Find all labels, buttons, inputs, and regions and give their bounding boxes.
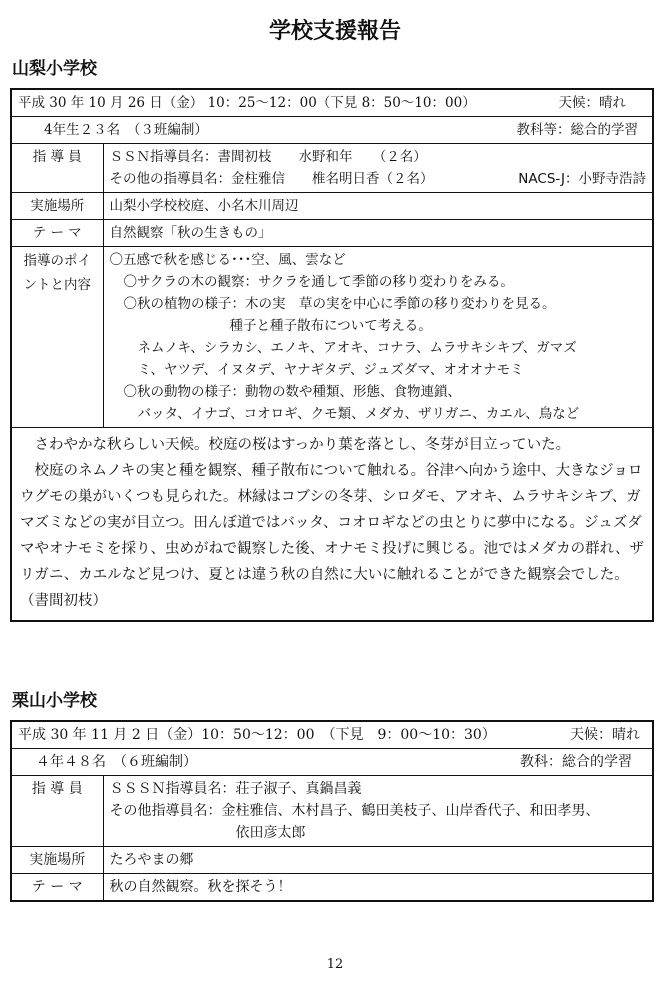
report-table-yamanashi <box>10 88 654 622</box>
point-item: 種子と種子散布について考える。 <box>229 318 432 334</box>
points-label-line2: ントと内容 <box>23 277 91 293</box>
grade-row <box>11 117 653 144</box>
theme-label: テ ー マ <box>11 220 103 247</box>
instructors-line2: その他指導員名：金柱雅信、木村昌子、鶴田美枝子、山岸香代子、和田孝男、 <box>109 803 600 819</box>
page-title: 学校支援報告 <box>268 19 401 44</box>
grade-text: ４年４８名 （６班編制） <box>36 754 197 770</box>
date-text: 平成 30 年 10 月 26 日（金） 10：25〜12：00（下見 8：50〜10：00） <box>18 95 476 111</box>
weather-text: 天候：晴れ <box>558 95 626 111</box>
points-label <box>11 247 103 428</box>
point-item: 〇秋の植物の様子：木の実 草の実を中心に季節の移り変わりを見る。 <box>123 296 556 312</box>
place-text: 山梨小学校校庭、小名木川周辺 <box>103 193 653 220</box>
grade-text: 4年生２３名 （３班編制） <box>44 122 208 138</box>
place-text: たろやまの郷 <box>103 847 653 874</box>
date-text: 平成 30 年 11 月 2 日（金）10：50〜12：00 （下見 9：00〜10：30） <box>18 727 496 743</box>
page-number: 12 <box>326 957 344 972</box>
points-label-line1: 指導のポイ <box>23 253 91 269</box>
grade-row <box>11 749 653 776</box>
theme-label: テ ー マ <box>11 874 103 902</box>
instructors-cell <box>103 144 653 193</box>
points-cell <box>103 247 653 428</box>
report-paragraph: さわやかな秋らしい天候。校庭の桜はすっかり葉を落とし、冬芽が目立っていた。 <box>34 437 571 453</box>
date-row <box>11 721 653 749</box>
instructors-line1: ＳＳＮ指導員名：書間初枝 水野和年 （２名） <box>109 149 427 165</box>
place-label: 実施場所 <box>11 193 103 220</box>
subject-text: 教科：総合的学習 <box>520 754 632 770</box>
instructor-label: 指 導 員 <box>11 144 103 193</box>
point-item: 〇サクラの木の観察：サクラを通して季節の移り変わりをみる。 <box>123 274 514 290</box>
instructors-line3: 依田彦太郎 <box>235 825 306 841</box>
report-paragraph: 校庭のネムノキの実と種を観察、種子散布について触れる。谷津へ向かう途中、大きなジョロウグモの巣がいくつも見られた。林縁はコブシの冬芽、シロダモ、アオキ、ムラサキシキブ、ガマズミなどの実が目立つ。田んぼ道ではバッタ、コオロギなどの虫とりに夢中になる。ジュズダマやオナモミを採り、虫めがねで観察した後、オナモミ投げに興じる。池ではメダカの群れ、ザリガニ、カエルなど見つけ、夏とは違う秋の自然に大いに触れることができた観察会でした。（書間初枝） <box>20 463 645 609</box>
point-item: バッタ、イナゴ、コオロギ、クモ類、メダカ、ザリガニ、カエル、鳥など <box>137 406 580 422</box>
point-item: 〇秋の動物の様子：動物の数や種類、形態、食物連鎖、 <box>123 384 461 400</box>
instructors-line1: ＳＳＳＮ指導員名：荘子淑子、真鍋昌義 <box>109 781 362 797</box>
weather-text: 天候：晴れ <box>570 727 640 743</box>
subject-text: 教科等：総合的学習 <box>516 122 638 138</box>
point-item: ネムノキ、シラカシ、エノキ、アオキ、コナラ、ムラサキシキブ、ガマズ <box>137 340 577 356</box>
date-row <box>11 89 653 117</box>
instructors-cell <box>103 776 653 847</box>
instructors-line2: その他の指導員名：金柱雅信 椎名明日香（２名） <box>109 171 434 187</box>
place-label: 実施場所 <box>11 847 103 874</box>
report-table-kuriyama <box>10 720 654 902</box>
nacs-text: NACS-J：小野寺浩詩 <box>518 171 646 187</box>
theme-text: 秋の自然観察。秋を探そう！ <box>103 874 653 902</box>
instructor-label: 指 導 員 <box>11 776 103 847</box>
point-item: ミ、ヤツデ、イヌタデ、ヤナギタデ、ジュズダマ、オオオナモミ <box>137 362 524 378</box>
theme-text: 自然観察「秋の生きもの」 <box>103 220 653 247</box>
point-item: 〇五感で秋を感じる･･･空、風、雲など <box>109 252 346 268</box>
school-name-kuriyama: 栗山小学校 <box>12 691 97 711</box>
school-name-yamanashi: 山梨小学校 <box>12 59 97 79</box>
report-text-cell <box>11 428 653 622</box>
